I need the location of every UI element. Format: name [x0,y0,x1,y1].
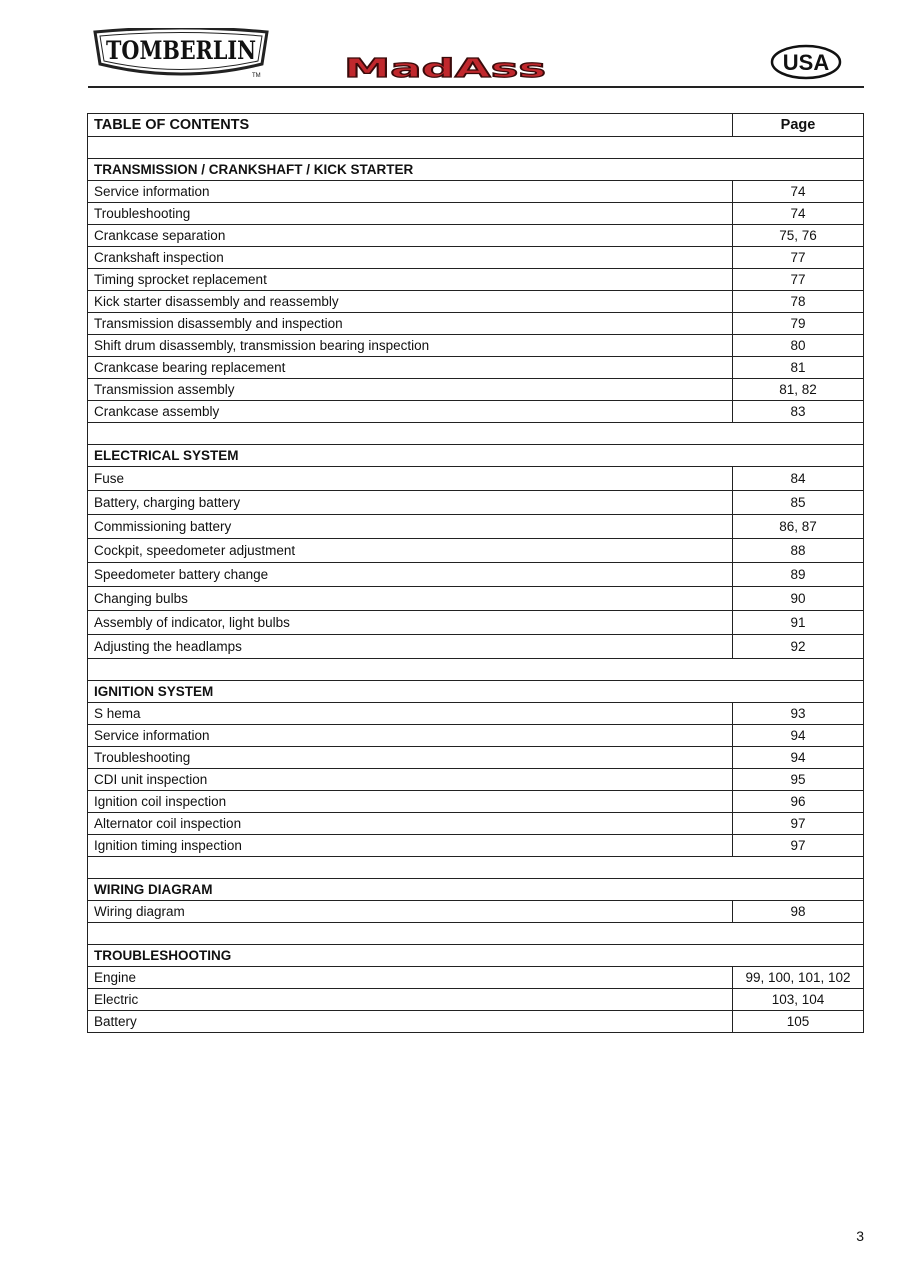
section-title: TROUBLESHOOTING [88,945,864,967]
section-heading-row [88,879,864,901]
toc-entry-row [88,313,864,335]
spacer-cell [88,659,864,681]
toc-entry-row [88,203,864,225]
toc-entry-row [88,813,864,835]
toc-entry-row [88,269,864,291]
spacer-row [88,659,864,681]
toc-entry-row [88,587,864,611]
entry-page: 95 [733,769,864,791]
spacer-cell [88,137,864,159]
toc-entry-row [88,769,864,791]
section-heading-row [88,445,864,467]
toc-entry-row [88,181,864,203]
entry-page: 103, 104 [733,989,864,1011]
toc-entry-row [88,291,864,313]
toc-entry-row [88,635,864,659]
toc-entry-row [88,611,864,635]
tomberlin-logo-text: TOMBERLIN [106,36,256,65]
spacer-cell [88,923,864,945]
toc-entry-row [88,357,864,379]
entry-label: Fuse [88,467,733,491]
entry-label: Cockpit, speedometer adjustment [88,539,733,563]
entry-page: 83 [733,401,864,423]
toc-entry-row [88,703,864,725]
entry-label: Kick starter disassembly and reassembly [88,291,733,313]
entry-page: 89 [733,563,864,587]
entry-label: Timing sprocket replacement [88,269,733,291]
entry-page: 81 [733,357,864,379]
entry-label: Transmission disassembly and inspection [88,313,733,335]
section-heading-row [88,681,864,703]
section-title: TRANSMISSION / CRANKSHAFT / KICK STARTER [88,159,864,181]
entry-page: 88 [733,539,864,563]
toc-entry-row [88,467,864,491]
entry-page: 94 [733,725,864,747]
entry-label: Troubleshooting [88,203,733,225]
entry-page: 86, 87 [733,515,864,539]
toc-entry-row [88,539,864,563]
toc-entry-row [88,989,864,1011]
entry-page: 97 [733,813,864,835]
entry-label: Engine [88,967,733,989]
toc-entry-row [88,563,864,587]
page-header [88,24,864,88]
section-title: WIRING DIAGRAM [88,879,864,901]
spacer-row [88,857,864,879]
toc-entry-row [88,791,864,813]
spacer-cell [88,423,864,445]
entry-page: 80 [733,335,864,357]
entry-label: Ignition timing inspection [88,835,733,857]
entry-label: Crankshaft inspection [88,247,733,269]
toc-entry-row [88,515,864,539]
entry-page: 97 [733,835,864,857]
usa-badge-text: USA [782,50,830,75]
section-heading-row [88,945,864,967]
toc-page-header: Page [733,114,864,137]
toc-header-row [88,114,864,137]
entry-label: Battery, charging battery [88,491,733,515]
entry-label: Crankcase separation [88,225,733,247]
spacer-row [88,137,864,159]
entry-page: 90 [733,587,864,611]
entry-label: Changing bulbs [88,587,733,611]
tomberlin-logo [92,28,270,80]
toc-entry-row [88,379,864,401]
entry-page: 91 [733,611,864,635]
entry-page: 78 [733,291,864,313]
section-title: IGNITION SYSTEM [88,681,864,703]
entry-page: 84 [733,467,864,491]
madass-logo-text: MadAss [344,54,546,82]
spacer-row [88,923,864,945]
entry-label: Speedometer battery change [88,563,733,587]
entry-page: 96 [733,791,864,813]
entry-label: Assembly of indicator, light bulbs [88,611,733,635]
entry-page: 79 [733,313,864,335]
entry-label: Alternator coil inspection [88,813,733,835]
entry-label: Electric [88,989,733,1011]
toc-entry-row [88,247,864,269]
entry-label: Troubleshooting [88,747,733,769]
entry-label: Adjusting the headlamps [88,635,733,659]
spacer-row [88,423,864,445]
section-title: ELECTRICAL SYSTEM [88,445,864,467]
entry-page: 75, 76 [733,225,864,247]
usa-badge [770,44,842,80]
toc-entry-row [88,835,864,857]
entry-page: 99, 100, 101, 102 [733,967,864,989]
section-heading-row [88,159,864,181]
toc-entry-row [88,225,864,247]
entry-label: Ignition coil inspection [88,791,733,813]
entry-label: Wiring diagram [88,901,733,923]
entry-page: 98 [733,901,864,923]
entry-page: 85 [733,491,864,515]
trademark-mark: TM [252,73,261,79]
entry-page: 77 [733,247,864,269]
toc-title: TABLE OF CONTENTS [88,114,733,137]
entry-page: 94 [733,747,864,769]
entry-page: 92 [733,635,864,659]
toc-entry-row [88,1011,864,1033]
entry-page: 105 [733,1011,864,1033]
entry-page: 81, 82 [733,379,864,401]
toc-entry-row [88,725,864,747]
toc-entry-row [88,401,864,423]
toc-entry-row [88,335,864,357]
entry-label: Battery [88,1011,733,1033]
entry-page: 74 [733,181,864,203]
entry-page: 74 [733,203,864,225]
spacer-cell [88,857,864,879]
toc-entry-row [88,901,864,923]
table-of-contents [87,113,864,1033]
toc-entry-row [88,967,864,989]
entry-page: 93 [733,703,864,725]
entry-label: Service information [88,181,733,203]
entry-label: Transmission assembly [88,379,733,401]
entry-label: Shift drum disassembly, transmission bearing inspection [88,335,733,357]
entry-page: 77 [733,269,864,291]
page-number: 3 [856,1228,864,1244]
entry-label: Commissioning battery [88,515,733,539]
madass-logo [342,52,548,82]
entry-label: S hema [88,703,733,725]
entry-label: Service information [88,725,733,747]
entry-label: Crankcase assembly [88,401,733,423]
toc-entry-row [88,491,864,515]
entry-label: CDI unit inspection [88,769,733,791]
toc-entry-row [88,747,864,769]
entry-label: Crankcase bearing replacement [88,357,733,379]
